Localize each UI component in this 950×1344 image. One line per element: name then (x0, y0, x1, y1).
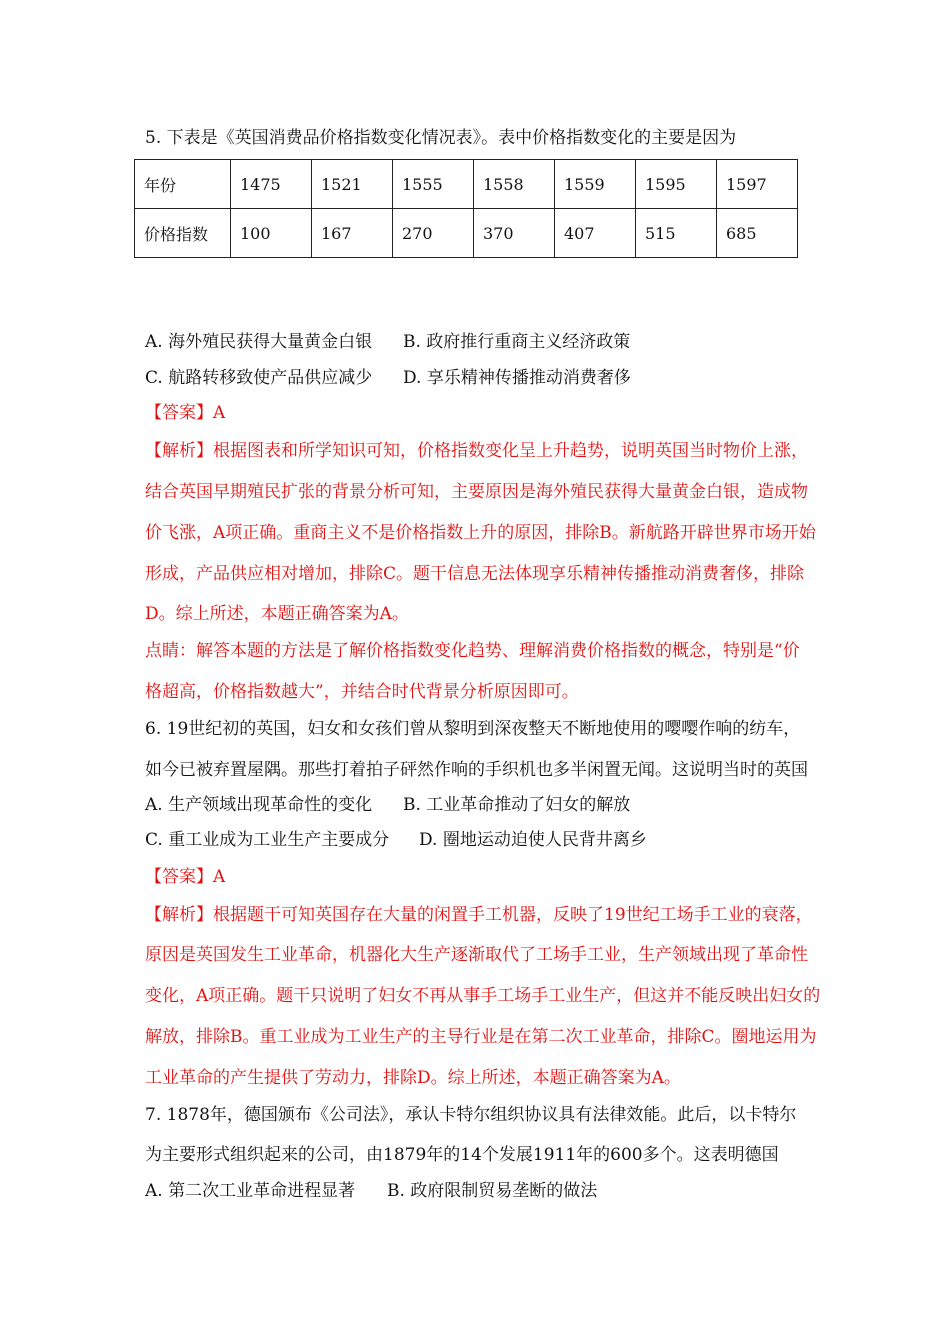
q5-option-c: C. 航路转移致使产品供应减少 (145, 368, 373, 388)
index-cell: 515 (636, 209, 717, 258)
q5-tip-line: 格超高，价格指数越大”，并结合时代背景分析原因即可。 (145, 682, 579, 702)
q5-analysis-line: 【解析】根据图表和所学知识可知，价格指数变化呈上升趋势，说明英国当时物价上涨， (145, 441, 808, 461)
q6-answer: 【答案】A (145, 867, 226, 887)
index-cell: 370 (474, 209, 555, 258)
index-cell: 100 (231, 209, 312, 258)
q6-option-b: B. 工业革命推动了妇女的解放 (403, 795, 631, 815)
q6-option-a: A. 生产领域出现革命性的变化 (145, 795, 373, 815)
q7-option-a: A. 第二次工业革命进程显著 (145, 1181, 356, 1201)
year-cell: 1597 (717, 160, 798, 209)
q6-option-d: D. 圈地运动迫使人民背井离乡 (419, 830, 647, 850)
q6-stem-line: 6. 19世纪初的英国，妇女和女孩们曾从黎明到深夜整天不断地使用的嘤嘤作响的纺车， (145, 719, 801, 739)
year-cell: 1558 (474, 160, 555, 209)
year-cell: 1559 (555, 160, 636, 209)
q5-options-row-1 (145, 331, 815, 353)
row-label-index: 价格指数 (135, 209, 231, 258)
q6-analysis-line: 原因是英国发生工业革命，机器化大生产逐渐取代了工场手工业，生产领域出现了革命性 (145, 945, 808, 965)
q5-tip-line: 点睛：解答本题的方法是了解价格指数变化趋势、理解消费价格指数的概念，特别是“价 (145, 641, 800, 661)
q7-options-row-1 (145, 1180, 815, 1202)
q5-answer: 【答案】A (145, 403, 226, 423)
q6-options-row-1 (145, 794, 815, 816)
year-cell: 1475 (231, 160, 312, 209)
q6-options-row-2 (145, 829, 815, 851)
q5-analysis-line: 形成，产品供应相对增加，排除C。题干信息无法体现享乐精神传播推动消费奢侈，排除 (145, 564, 805, 584)
q6-analysis-line: 【解析】根据题干可知英国存在大量的闲置手工机器，反映了19世纪工场手工业的衰落， (145, 905, 813, 925)
index-cell: 270 (393, 209, 474, 258)
index-cell: 407 (555, 209, 636, 258)
q6-analysis-line: 工业革命的产生提供了劳动力，排除D。综上所述，本题正确答案为A。 (145, 1068, 681, 1088)
price-index-table (134, 159, 798, 258)
q7-stem-line: 为主要形式组织起来的公司，由1879年的14个发展1911年的600多个。这表明德国 (145, 1145, 779, 1165)
year-cell: 1595 (636, 160, 717, 209)
q6-analysis-line: 变化，A项正确。题干只说明了妇女不再从事手工场手工业生产，但这并不能反映出妇女的 (145, 986, 821, 1006)
table-row-years (135, 160, 798, 209)
q5-stem: 5. 下表是《英国消费品价格指数变化情况表》。表中价格指数变化的主要是因为 (145, 128, 737, 148)
q5-analysis-line: D。综上所述，本题正确答案为A。 (145, 604, 409, 624)
q5-options-row-2 (145, 367, 815, 389)
q5-option-a: A. 海外殖民获得大量黄金白银 (145, 332, 373, 352)
q6-analysis-line: 解放，排除B。重工业成为工业生产的主导行业是在第二次工业革命，排除C。圈地运用为 (145, 1027, 817, 1047)
q5-option-d: D. 享乐精神传播推动消费奢侈 (403, 368, 631, 388)
q5-analysis-line: 价飞涨，A项正确。重商主义不是价格指数上升的原因，排除B。新航路开辟世界市场开始 (145, 523, 816, 543)
q7-option-b: B. 政府限制贸易垄断的做法 (387, 1181, 598, 1201)
year-cell: 1555 (393, 160, 474, 209)
q5-option-b: B. 政府推行重商主义经济政策 (403, 332, 631, 352)
q7-stem-line: 7. 1878年，德国颁布《公司法》，承认卡特尔组织协议具有法律效能。此后，以卡特尔 (145, 1105, 797, 1125)
table-row-indices (135, 209, 798, 258)
q6-stem-line: 如今已被弃置屋隅。那些打着拍子砰然作响的手织机也多半闲置无闻。这说明当时的英国 (145, 760, 808, 780)
index-cell: 685 (717, 209, 798, 258)
year-cell: 1521 (312, 160, 393, 209)
index-cell: 167 (312, 209, 393, 258)
q5-analysis-line: 结合英国早期殖民扩张的背景分析可知，主要原因是海外殖民获得大量黄金白银，造成物 (145, 482, 808, 502)
row-label-year: 年份 (135, 160, 231, 209)
q6-option-c: C. 重工业成为工业生产主要成分 (145, 830, 390, 850)
